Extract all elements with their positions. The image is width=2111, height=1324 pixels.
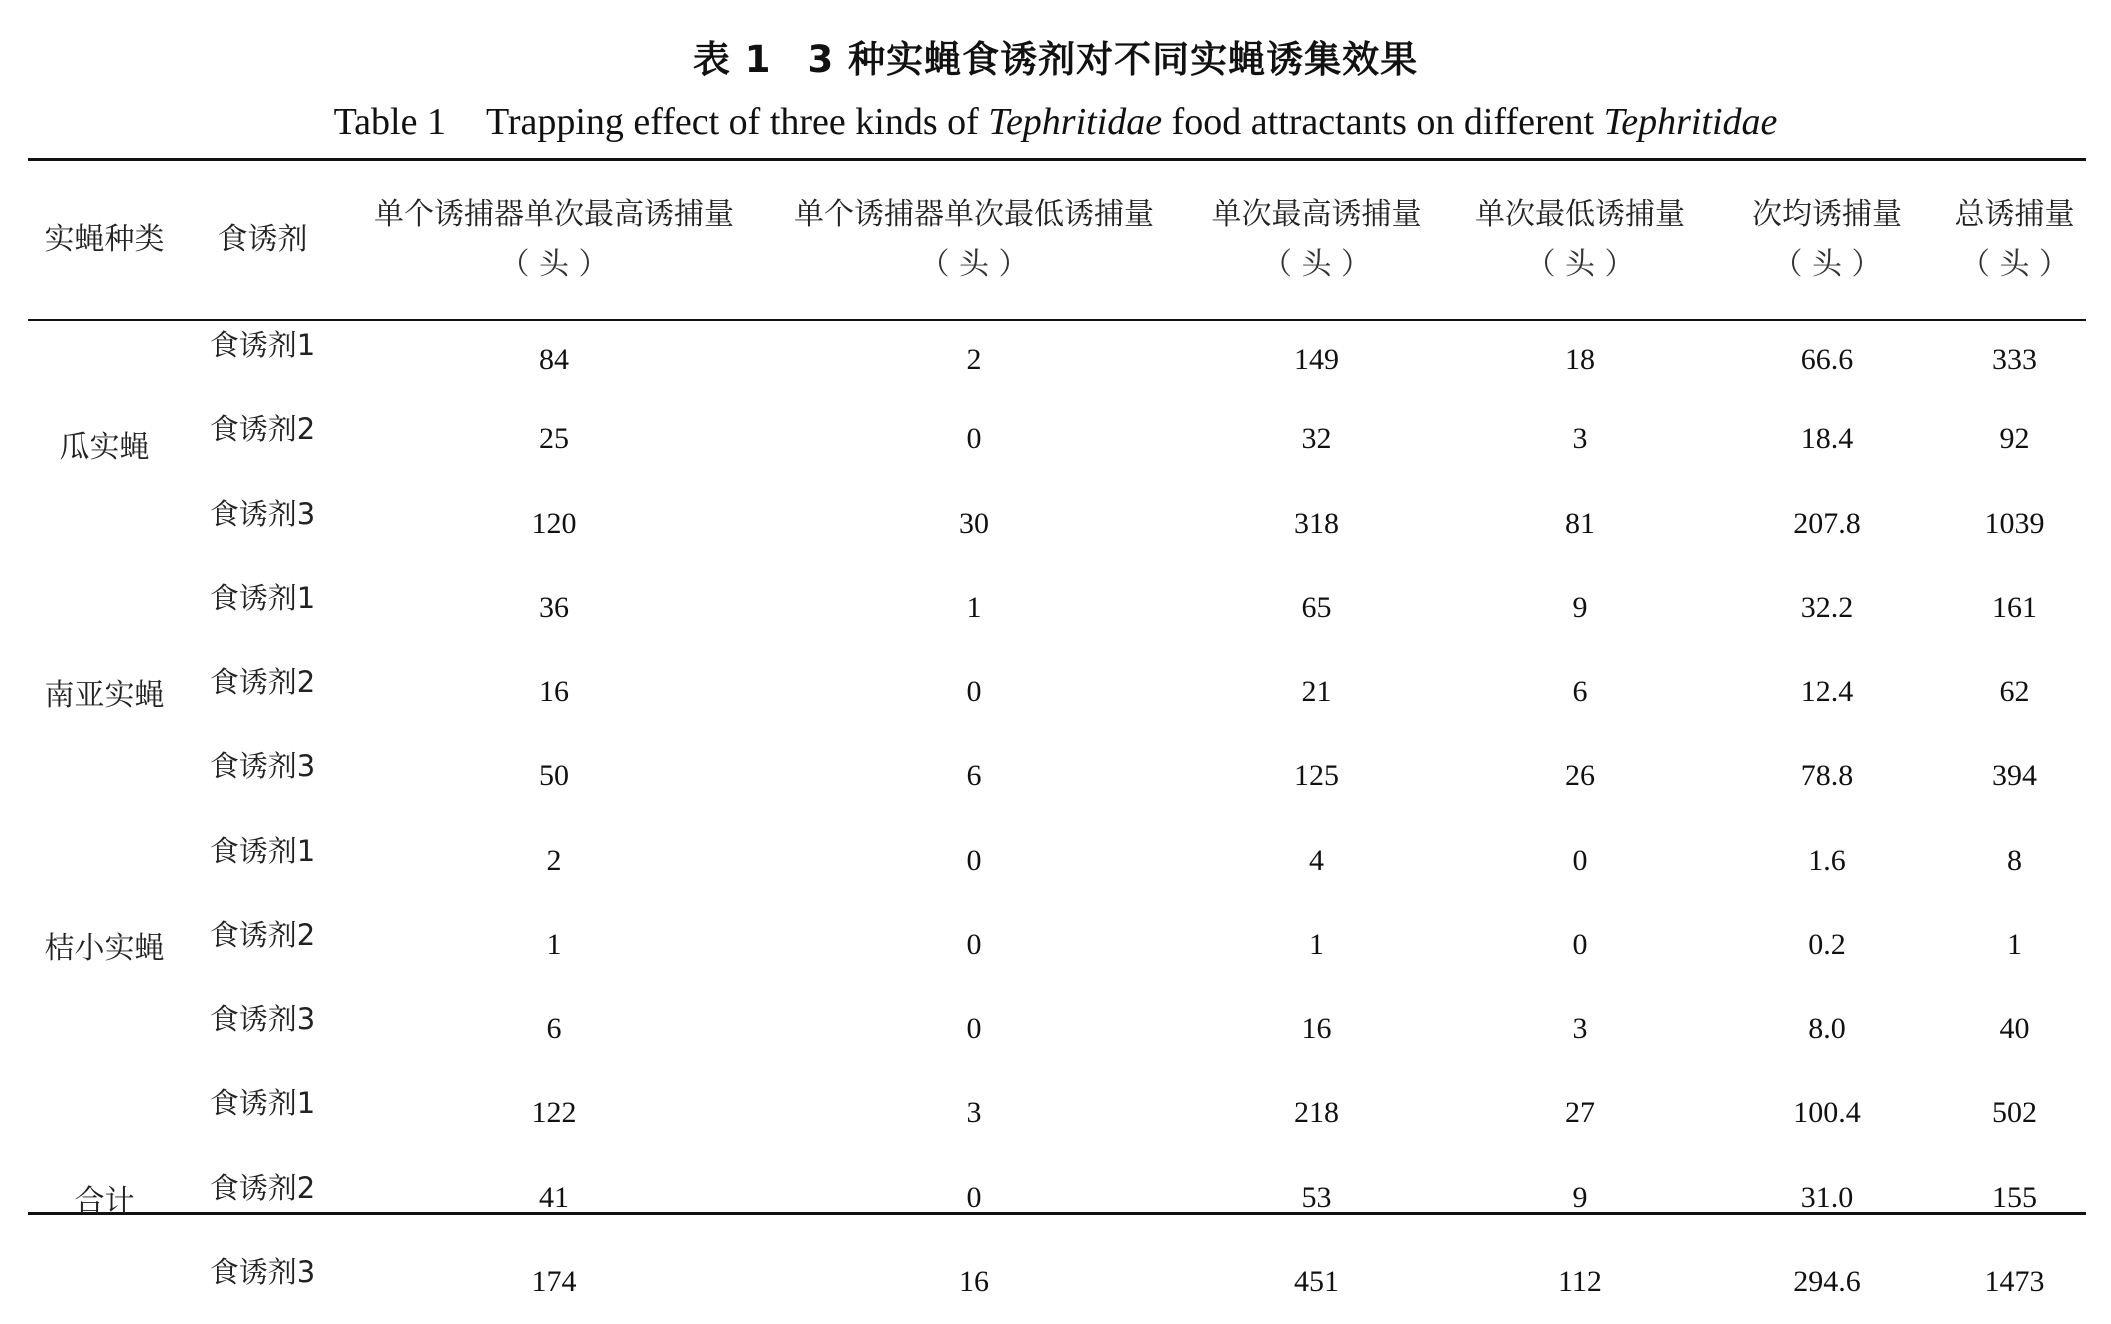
single-trap-min-cell: 0 (966, 927, 982, 961)
title-en-italic1: Tephritidae (988, 101, 1163, 143)
single-min-cell: 9 (1572, 590, 1588, 624)
single-max-cell: 318 (1294, 506, 1339, 540)
single-trap-max-cell: 84 (539, 343, 569, 377)
single-trap-min-cell: 0 (966, 422, 982, 456)
species-cell: 瓜实蝇 (59, 430, 150, 466)
total-cell: 92 (1999, 422, 2030, 456)
single-trap-min-cell: 6 (966, 759, 982, 793)
single-trap-min-cell: 2 (966, 343, 982, 377)
header-single-trap-max-label: 单个诱捕器单次最高诱捕量 (374, 197, 734, 232)
total-cell: 62 (1999, 675, 2030, 709)
species-cell: 合计 (74, 1183, 135, 1219)
single-trap-min-cell: 0 (966, 1012, 982, 1046)
header-unit: （ 头 ） (1959, 247, 2070, 282)
total-cell: 394 (1992, 759, 2037, 793)
table-number-en: Table 1 (333, 101, 446, 143)
avg-cell: 18.4 (1800, 422, 1854, 456)
table-row (28, 482, 2086, 566)
single-min-cell: 0 (1572, 843, 1588, 877)
header-unit: （ 头 ） (1261, 247, 1372, 282)
table-title-en (0, 94, 2111, 150)
single-trap-min-cell: 30 (959, 506, 989, 540)
table-number-cn: 表 1 (692, 38, 772, 81)
single-max-cell: 1 (1309, 927, 1324, 961)
single-trap-max-cell: 122 (531, 1096, 577, 1130)
single-max-cell: 218 (1294, 1096, 1339, 1130)
single-trap-max-cell: 120 (531, 506, 577, 540)
attractant-cell: 食诱剂2 (209, 917, 316, 952)
single-max-cell: 65 (1301, 590, 1332, 624)
total-cell: 161 (1992, 590, 2037, 624)
avg-cell: 66.6 (1800, 343, 1854, 377)
header-unit: （ 头 ） (919, 247, 1029, 282)
species-cell: 南亚实蝇 (44, 678, 165, 714)
title-en-part2: food attractants on different (1162, 101, 1604, 143)
header-attractant-label: 食诱剂 (217, 222, 308, 257)
single-max-cell: 4 (1309, 843, 1324, 877)
table-row (28, 987, 2086, 1071)
header-attractant (181, 161, 344, 319)
header-row (28, 161, 2086, 319)
header-avg-label: 次均诱捕量 (1752, 197, 1902, 232)
header-unit: （ 头 ） (1525, 247, 1635, 282)
table-title-cn (0, 30, 2111, 90)
single-trap-min-cell: 0 (966, 675, 982, 709)
avg-cell: 12.4 (1800, 675, 1854, 709)
attractant-cell: 食诱剂1 (209, 1086, 316, 1121)
avg-cell: 31.0 (1800, 1180, 1854, 1214)
header-unit: （ 头 ） (499, 247, 609, 282)
avg-cell: 1.6 (1808, 843, 1846, 877)
header-total (1943, 161, 2086, 319)
table-row (28, 903, 2086, 987)
total-cell: 1473 (1984, 1264, 2045, 1298)
table-row (28, 319, 2086, 397)
title-en-italic2: Tephritidae (1603, 101, 1778, 143)
header-species (28, 161, 181, 319)
header-single-max (1184, 161, 1449, 319)
title-en-part1: Trapping effect of three kinds of (485, 101, 989, 143)
header-single-trap-min (764, 161, 1184, 319)
attractant-cell: 食诱剂1 (209, 580, 316, 615)
header-unit: （ 头 ） (1772, 247, 1882, 282)
avg-cell: 100.4 (1793, 1096, 1861, 1130)
attractant-cell: 食诱剂2 (209, 412, 316, 447)
single-min-cell: 3 (1572, 1012, 1588, 1046)
single-trap-max-cell: 50 (539, 759, 569, 793)
single-max-cell: 32 (1301, 422, 1332, 456)
attractant-cell: 食诱剂2 (209, 1170, 316, 1205)
single-trap-max-cell: 36 (539, 590, 569, 624)
single-max-cell: 53 (1301, 1180, 1332, 1214)
single-min-cell: 9 (1572, 1180, 1588, 1214)
table-row (28, 734, 2086, 818)
single-max-cell: 451 (1294, 1264, 1339, 1298)
single-min-cell: 81 (1565, 506, 1595, 540)
header-total-label: 总诱捕量 (1954, 197, 2075, 232)
total-cell: 40 (1999, 1012, 2030, 1046)
table-row (28, 397, 2086, 481)
single-trap-max-cell: 16 (539, 675, 569, 709)
single-min-cell: 18 (1565, 343, 1595, 377)
single-max-cell: 21 (1301, 675, 1332, 709)
single-trap-max-cell: 6 (546, 1012, 562, 1046)
avg-cell: 32.2 (1800, 590, 1854, 624)
header-single-min-label: 单次最低诱捕量 (1475, 197, 1685, 232)
attractant-cell: 食诱剂3 (209, 496, 316, 531)
attractant-cell: 食诱剂3 (209, 1254, 316, 1289)
avg-cell: 8.0 (1808, 1012, 1846, 1046)
single-max-cell: 149 (1294, 343, 1339, 377)
single-trap-max-cell: 174 (531, 1264, 577, 1298)
species-cell: 桔小实蝇 (44, 930, 165, 966)
total-cell: 1039 (1984, 506, 2045, 540)
header-single-max-label: 单次最高诱捕量 (1211, 197, 1422, 232)
header-single-trap-max (344, 161, 764, 319)
header-avg (1711, 161, 1943, 319)
total-cell: 1 (2007, 927, 2022, 961)
table-row (28, 566, 2086, 650)
avg-cell: 78.8 (1800, 759, 1854, 793)
header-single-min (1449, 161, 1711, 319)
table-row (28, 1071, 2086, 1155)
table-row (28, 650, 2086, 734)
attractant-cell: 食诱剂1 (209, 328, 316, 362)
attractant-cell: 食诱剂3 (209, 1002, 316, 1036)
data-table (28, 161, 2086, 1324)
total-cell: 155 (1992, 1180, 2037, 1214)
single-min-cell: 3 (1572, 422, 1588, 456)
total-cell: 333 (1992, 343, 2037, 377)
single-trap-min-cell: 0 (966, 843, 982, 877)
attractant-cell: 食诱剂2 (209, 665, 316, 699)
total-cell: 502 (1992, 1096, 2037, 1130)
single-trap-max-cell: 25 (539, 422, 569, 456)
avg-cell: 0.2 (1808, 927, 1846, 961)
header-species-label: 实蝇种类 (44, 222, 165, 257)
single-trap-min-cell: 1 (966, 590, 982, 624)
single-trap-min-cell: 3 (966, 1096, 982, 1130)
single-min-cell: 27 (1565, 1096, 1595, 1130)
table-row (28, 819, 2086, 903)
avg-cell: 294.6 (1793, 1264, 1861, 1298)
single-trap-min-cell: 16 (959, 1264, 989, 1298)
single-min-cell: 6 (1572, 675, 1588, 709)
total-cell: 8 (2007, 843, 2022, 877)
single-trap-max-cell: 1 (546, 927, 562, 961)
table-row (28, 1156, 2086, 1240)
attractant-cell: 食诱剂1 (209, 833, 316, 868)
single-min-cell: 112 (1558, 1264, 1602, 1298)
single-max-cell: 16 (1301, 1012, 1332, 1046)
table-title-cn-text: 3 种实蝇食诱剂对不同实蝇诱集效果 (807, 38, 1419, 81)
single-trap-min-cell: 0 (966, 1180, 982, 1214)
single-max-cell: 125 (1294, 759, 1339, 793)
attractant-cell: 食诱剂3 (209, 749, 316, 784)
single-min-cell: 0 (1572, 927, 1588, 961)
single-min-cell: 26 (1565, 759, 1595, 793)
single-trap-max-cell: 2 (546, 843, 562, 877)
avg-cell: 207.8 (1793, 506, 1861, 540)
table-row (28, 1240, 2086, 1324)
header-single-trap-min-label: 单个诱捕器单次最低诱捕量 (794, 197, 1154, 232)
single-trap-max-cell: 41 (539, 1180, 569, 1214)
